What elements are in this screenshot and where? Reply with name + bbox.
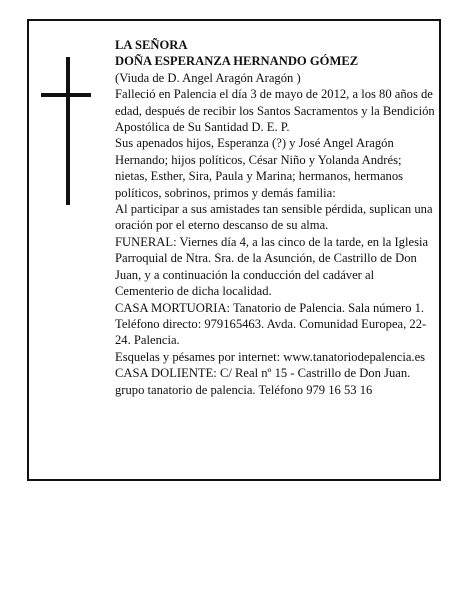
deceased-name: DOÑA ESPERANZA HERNANDO GÓMEZ	[115, 54, 359, 69]
internet-condolences: Esquelas y pésames por internet: www.tanatoriodepalencia.es	[115, 349, 426, 364]
funeral-details: FUNERAL: Viernes día 4, a las cinco de la tarde, en la Iglesia Parroquial de Ntra. Sra. de la Asunción, de Castrillo de Don Juan, y a continuación la conducción del cadáver al Cementerio de dicha localidad.	[115, 234, 429, 299]
funeral-group-phone: grupo tanatorio de palencia. Teléfono 979 16 53 16	[115, 382, 373, 397]
prayer-request: Al participar a sus amistades tan sensible pérdida, suplican una oración por el eterno descanso de su alma.	[115, 202, 433, 233]
family-home-address: CASA DOLIENTE: C/ Real nº 15 - Castrillo de Don Juan.	[115, 366, 411, 381]
obituary-notice	[27, 19, 441, 481]
cross-horizontal-bar	[41, 93, 91, 97]
family-list: Sus apenados hijos, Esperanza (?) y José Angel Aragón Hernando; hijos políticos, César Niño y Yolanda Andrés; nietas, Esther, Sira, Paula y Marina; hermanos, hermanos políticos, sobrinos, primos y demás familia:	[115, 136, 404, 200]
death-announcement: Falleció en Palencia el día 3 de mayo de 2012, a los 80 años de edad, después de recibir los Santos Sacramentos y la Bendición Apostólica de Su Santidad D. E. P.	[115, 87, 435, 135]
funeral-home-details: CASA MORTUORIA: Tanatorio de Palencia. Sala número 1. Teléfono directo: 979165463. Avda. Comunidad Europea, 22-24. Palencia.	[115, 300, 427, 348]
cross-vertical-bar	[66, 57, 70, 205]
heading-title: LA SEÑORA	[115, 38, 188, 52]
widow-note: (Viuda de D. Angel Aragón Aragón )	[115, 70, 301, 85]
obituary-text	[115, 37, 435, 398]
latin-cross-icon	[41, 57, 91, 205]
